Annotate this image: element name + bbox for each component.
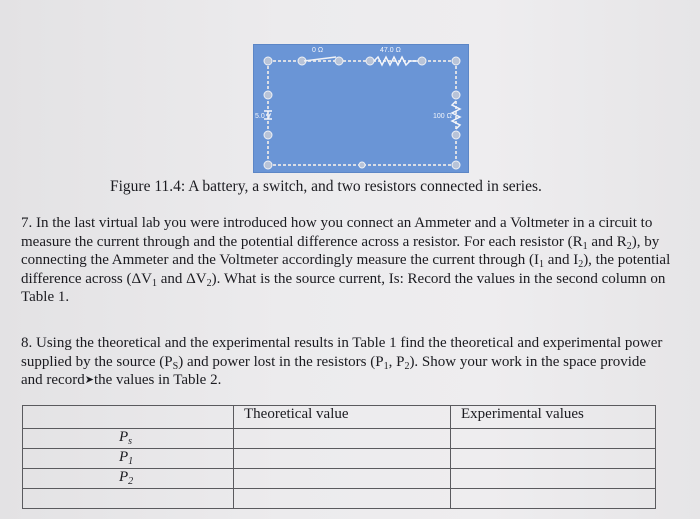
cell-experimental[interactable]: [451, 429, 656, 449]
resistor-right-icon: [452, 101, 460, 129]
cell-empty: [23, 489, 234, 509]
circuit-wires: [254, 45, 468, 172]
row-label-p2: $P_2$: [23, 469, 234, 489]
table-row: [23, 469, 656, 489]
table-2: [22, 405, 656, 509]
cell-experimental[interactable]: [451, 469, 656, 489]
circuit-diagram: [253, 44, 469, 173]
cell-theoretical[interactable]: [234, 469, 451, 489]
cell-theoretical[interactable]: [234, 489, 451, 509]
question-8: 8. Using the theoretical and the experimental results in Table 1 find the theoretical and experimental power supplied by the source $(P_S)$ and power lost in the resistors ($P_1$, $P_2$). Show your work in the space provide and record➤the values in Table 2.: [21, 335, 663, 388]
cell-experimental[interactable]: [451, 449, 656, 469]
figure-caption: Figure 11.4: A battery, a switch, and two resistors connected in series.: [110, 178, 542, 195]
mouse-cursor-icon: ➤: [84, 374, 94, 386]
switch-label: 0 Ω: [312, 47, 324, 54]
table-row: [23, 449, 656, 469]
battery-label: 5.0 V: [255, 113, 272, 120]
table-row: [23, 429, 656, 449]
row-label-ps: $P_s$: [23, 429, 234, 449]
table-header-theoretical: Theoretical value: [234, 406, 451, 429]
cell-experimental[interactable]: [451, 489, 656, 509]
table-header-experimental: Experimental values: [451, 406, 656, 429]
table-header-row: [23, 406, 656, 429]
resistor-top-icon: [374, 57, 418, 65]
resistor-right-label: 100 Ω: [433, 113, 452, 120]
row-label-p1: $P_1$: [23, 449, 234, 469]
cell-theoretical[interactable]: [234, 429, 451, 449]
question-7: 7. In the last virtual lab you were introduced how you connect an Ammeter and a Voltmeter in a circuit to measure the current through and the potential difference across a resistor. For each resistor ($R_1$ and $R_2$), by connecting the Ammeter and the Voltmeter accordingly measure the current through ($I_1$ and $I_2$), the potential difference across ($\Delta V_1$ and $\Delta V_2$). What is the source current, Is: Record the values in the second column on Table 1.: [21, 215, 671, 305]
cell-theoretical[interactable]: [234, 449, 451, 469]
table-row: [23, 489, 656, 509]
table-header-empty: [23, 406, 234, 429]
resistor-top-label: 47.0 Ω: [380, 47, 401, 54]
